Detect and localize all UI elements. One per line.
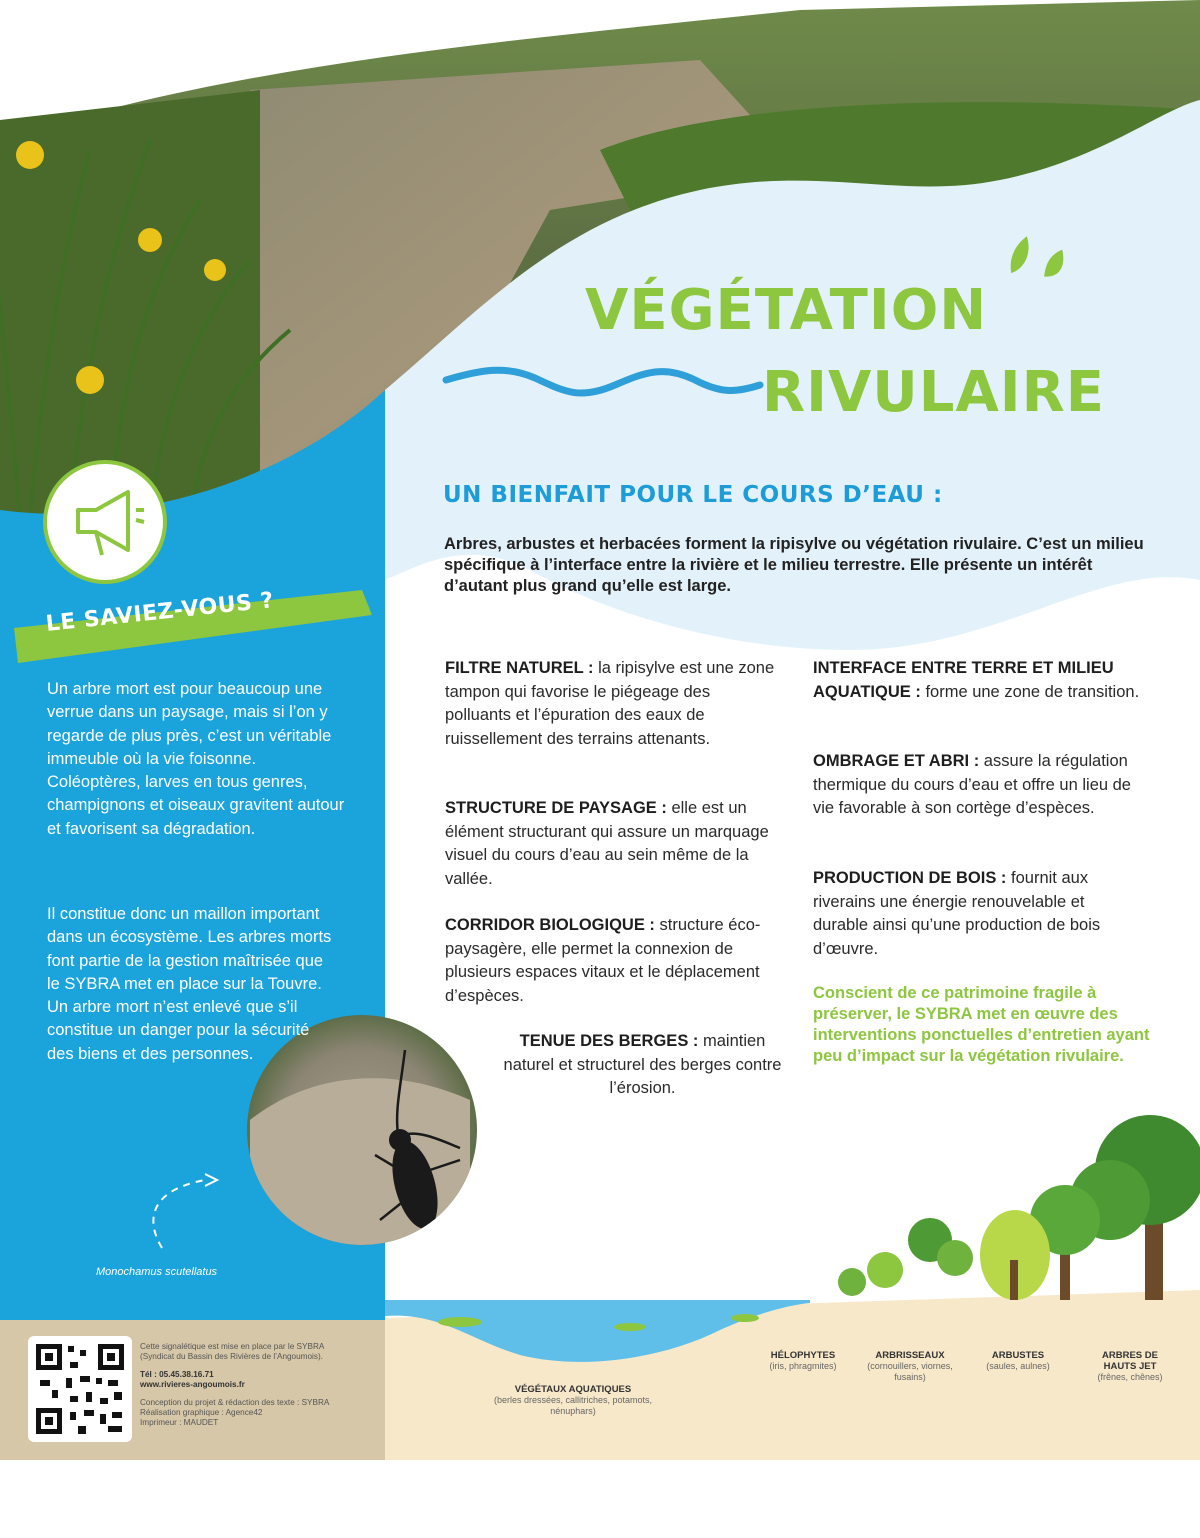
label-title: ARBRISSEAUX (875, 1350, 945, 1361)
label-title: HÉLOPHYTES (770, 1350, 836, 1361)
section-title: OMBRAGE ET ABRI : (813, 752, 980, 770)
label-sub: (iris, phragmites) (769, 1361, 837, 1371)
page-title-line1: VÉGÉTATION (585, 278, 988, 343)
label-helophytes (758, 1350, 848, 1372)
section-production-bois (813, 867, 1143, 961)
section-text: maintien naturel et structurel des berges contre l’érosion. (503, 1032, 782, 1097)
section-corridor-biologique (445, 914, 785, 1008)
species-caption: Monochamus scutellatus (96, 1266, 218, 1278)
tree-illustration (838, 1115, 1200, 1300)
footer-credit2: Réalisation graphique : Agence42 (140, 1408, 263, 1417)
sidebar-paragraph-2 (47, 903, 337, 1066)
section-text: fournit aux riverains une énergie renouvelable et durable ainsi qu’une production de bois d’œuvre. (813, 869, 1101, 958)
section-text: structure éco-paysagère, elle permet la connexion de plusieurs espaces vitaux et le déplacement d’espèces. (445, 916, 761, 1005)
section-filtre-naturel (445, 657, 775, 751)
qr-code (28, 1336, 132, 1442)
label-arbustes (975, 1350, 1061, 1372)
section-subtitle: UN BIENFAIT POUR LE COURS D’EAU : (443, 482, 943, 508)
section-title: INTERFACE ENTRE TERRE ET MILIEU AQUATIQUE : (813, 659, 1114, 701)
label-title: ARBUSTES (991, 1350, 1045, 1361)
footer-line1: Cette signalétique est mise en place par le SYBRA (140, 1342, 325, 1351)
intro-paragraph: Arbres, arbustes et herbacées forment la ripisylve ou végétation rivulaire. C’est un milieu spécifique à l’interface entre la rivière et le milieu terrestre. Elle présente un intérêt d’autant plus grand qu’elle est large. (444, 535, 1144, 595)
label-vegetaux-aquatiques (478, 1384, 668, 1417)
section-text: forme une zone de transition. (920, 682, 1140, 701)
megaphone-icon (45, 462, 165, 582)
section-title: PRODUCTION DE BOIS : (813, 869, 1007, 887)
sidebar-paragraph-1 (47, 678, 347, 841)
section-text: la ripisylve est une zone tampon qui favorise le piégeage des polluants et l’épuration des eaux de ruissellement des terrains attenants. (445, 659, 775, 748)
sidebar-heading: LE SAVIEZ-VOUS ? (44, 588, 275, 637)
section-title: FILTRE NATUREL : (445, 659, 594, 677)
label-sub: (frênes, chênes) (1097, 1372, 1163, 1382)
conclusion-paragraph: Conscient de ce patrimoine fragile à préserver, le SYBRA met en œuvre des interventions ponctuelles d’entretien ayant peu d’impact sur la végétation rivulaire. (813, 984, 1150, 1065)
label-title: VÉGÉTAUX AQUATIQUES (514, 1384, 632, 1395)
section-title: TENUE DES BERGES : (519, 1032, 699, 1050)
sidebar-text-2: Il constitue donc un maillon important dans un écosystème. Les arbres morts font partie de la gestion maîtrisée que le SYBRA met en place sur la Touvre. Un arbre mort n’est enlevé que s’il constitue un danger pour la sécurité des biens et des personnes. (47, 905, 332, 1063)
footer-credit1: Conception du projet & rédaction des texte : SYBRA (140, 1398, 330, 1407)
label-title: ARBRES DE HAUTS JET (1102, 1350, 1158, 1372)
footer-tel: Tél : 05.45.38.16.71 (140, 1370, 214, 1379)
page-title-line2: RIVULAIRE (762, 360, 1106, 425)
sidebar-text-1: Un arbre mort est pour beaucoup une verrue dans un paysage, mais si l’on y regarde de plus près, c’est un véritable immeuble où la vie foisonne. Coléoptères, larves en tous genres, champignons et oiseaux gravitent autour et favorisent sa dégradation. (47, 680, 345, 838)
section-interface (813, 657, 1153, 704)
footer-info (140, 1342, 329, 1428)
section-text: assure la régulation thermique du cours d’eau et offre un lieu de vie favorable à son cortège d’espèces. (813, 752, 1131, 817)
footer-line2: (Syndicat du Bassin des Rivières de l’Angoumois). (140, 1352, 323, 1361)
footer-bottom (0, 1460, 1200, 1538)
section-text: elle est un élément structurant qui assure un marquage visuel du cours d’eau au sein même de la vallée. (445, 799, 769, 888)
section-title: STRUCTURE DE PAYSAGE : (445, 799, 667, 817)
section-tenue-berges (500, 1030, 785, 1101)
section-ombrage-abri (813, 750, 1143, 821)
label-arbres-hauts-jet (1085, 1350, 1175, 1383)
label-arbrisseaux (862, 1350, 958, 1383)
label-sub: (saules, aulnes) (986, 1361, 1050, 1371)
footer-credit3: Imprimeur : MAUDET (140, 1418, 219, 1427)
footer-web-link[interactable]: www.rivieres-angoumois.fr (140, 1380, 245, 1389)
section-structure-paysage (445, 797, 780, 891)
label-sub: (berles dressées, callitriches, potamots, nénuphars) (493, 1395, 653, 1416)
label-sub: (cornouillers, viornes, fusains) (867, 1361, 953, 1382)
section-title: CORRIDOR BIOLOGIQUE : (445, 916, 655, 934)
